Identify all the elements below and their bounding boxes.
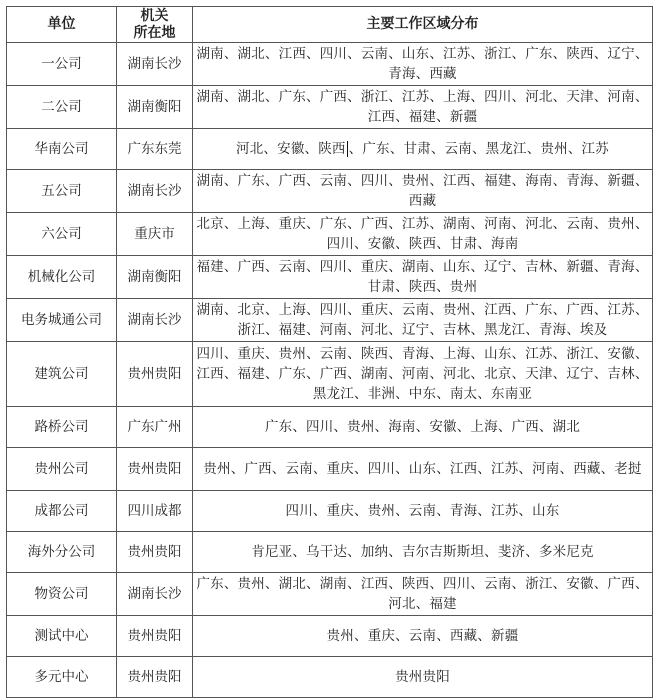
area-cell: 贵州贵阳: [193, 657, 653, 698]
area-cell: 贵州、广西、云南、重庆、四川、山东、江西、江苏、河南、西藏、老挝: [193, 448, 653, 491]
unit-cell: 二公司: [7, 86, 117, 129]
unit-cell: 物资公司: [7, 573, 117, 616]
area-cell: 肯尼亚、乌干达、加纳、吉尔吉斯斯坦、斐济、多米尼克: [193, 532, 653, 573]
table-row: [7, 342, 653, 407]
unit-cell: 多元中心: [7, 657, 117, 698]
unit-cell: 电务城通公司: [7, 299, 117, 342]
location-cell: 四川成都: [117, 491, 193, 532]
location-cell: 广东广州: [117, 407, 193, 448]
area-cell: 广东、四川、贵州、海南、安徽、上海、广西、湖北: [193, 407, 653, 448]
area-cell: 四川、重庆、贵州、云南、青海、江苏、山东: [193, 491, 653, 532]
location-cell: 湖南长沙: [117, 573, 193, 616]
area-text-after-cursor: 、广东、甘肃、云南、黑龙江、贵州、江苏: [348, 141, 609, 157]
location-cell: 贵州贵阳: [117, 342, 193, 407]
unit-cell: 海外分公司: [7, 532, 117, 573]
table-row: [7, 43, 653, 86]
header-row: [7, 7, 653, 43]
table-row: [7, 299, 653, 342]
area-text-before-cursor: 河北、安徽、陕西: [236, 141, 346, 157]
area-cell: 广东、贵州、湖北、湖南、江西、陕西、四川、云南、浙江、安徽、广西、河北、福建: [193, 573, 653, 616]
location-cell: 贵州贵阳: [117, 448, 193, 491]
text-cursor: [347, 141, 348, 157]
unit-cell: 机械化公司: [7, 256, 117, 299]
location-cell: 贵州贵阳: [117, 657, 193, 698]
unit-cell: 路桥公司: [7, 407, 117, 448]
unit-cell: 成都公司: [7, 491, 117, 532]
table-row: [7, 616, 653, 657]
header-location-line2: 所在地: [133, 24, 176, 41]
location-cell: 湖南长沙: [117, 170, 193, 213]
table-row: [7, 657, 653, 698]
header-unit: 单位: [7, 7, 117, 43]
area-cell: 福建、广西、云南、四川、重庆、湖南、山东、辽宁、吉林、新疆、青海、甘肃、陕西、贵州: [193, 256, 653, 299]
unit-cell: 建筑公司: [7, 342, 117, 407]
header-location-line1: 机关: [140, 7, 169, 24]
location-cell: 重庆市: [117, 213, 193, 256]
table-row: [7, 129, 653, 170]
area-cell: 四川、重庆、贵州、云南、陕西、青海、上海、山东、江苏、浙江、安徽、江西、福建、广东、广西、湖南、河南、河北、北京、天津、辽宁、吉林、黑龙江、非洲、中东、南太、东南亚: [193, 342, 653, 407]
area-cell: 湖南、湖北、江西、四川、云南、山东、江苏、浙江、广东、陕西、辽宁、青海、西藏: [193, 43, 653, 86]
location-cell: 贵州贵阳: [117, 616, 193, 657]
area-cell: 贵州、重庆、云南、西藏、新疆: [193, 616, 653, 657]
header-area: 主要工作区域分布: [193, 7, 653, 43]
table-row: [7, 170, 653, 213]
table-row: [7, 213, 653, 256]
table-row: [7, 532, 653, 573]
location-cell: 湖南长沙: [117, 43, 193, 86]
area-cell[interactable]: [193, 129, 653, 170]
location-cell: 湖南衡阳: [117, 86, 193, 129]
table-row: [7, 256, 653, 299]
unit-cell: 六公司: [7, 213, 117, 256]
work-area-table: [6, 6, 653, 698]
unit-cell: 五公司: [7, 170, 117, 213]
location-cell: 湖南长沙: [117, 299, 193, 342]
area-cell: 湖南、湖北、广东、广西、浙江、江苏、上海、四川、河北、天津、河南、江西、福建、新疆: [193, 86, 653, 129]
location-cell: 广东东莞: [117, 129, 193, 170]
area-cell: 湖南、北京、上海、四川、重庆、云南、贵州、江西、广东、广西、江苏、浙江、福建、河南、河北、辽宁、吉林、黑龙江、青海、埃及: [193, 299, 653, 342]
table-row: [7, 448, 653, 491]
table-row: [7, 491, 653, 532]
location-cell: 贵州贵阳: [117, 532, 193, 573]
unit-cell: 贵州公司: [7, 448, 117, 491]
unit-cell: 华南公司: [7, 129, 117, 170]
area-cell: 湖南、广东、广西、云南、四川、贵州、江西、福建、海南、青海、新疆、西藏: [193, 170, 653, 213]
location-cell: 湖南衡阳: [117, 256, 193, 299]
unit-cell: 一公司: [7, 43, 117, 86]
table-row: [7, 573, 653, 616]
area-cell: 北京、上海、重庆、广东、广西、江苏、湖南、河南、河北、云南、贵州、四川、安徽、陕西、甘肃、海南: [193, 213, 653, 256]
header-location: [117, 7, 193, 43]
table-row: [7, 86, 653, 129]
unit-cell: 测试中心: [7, 616, 117, 657]
table-row: [7, 407, 653, 448]
